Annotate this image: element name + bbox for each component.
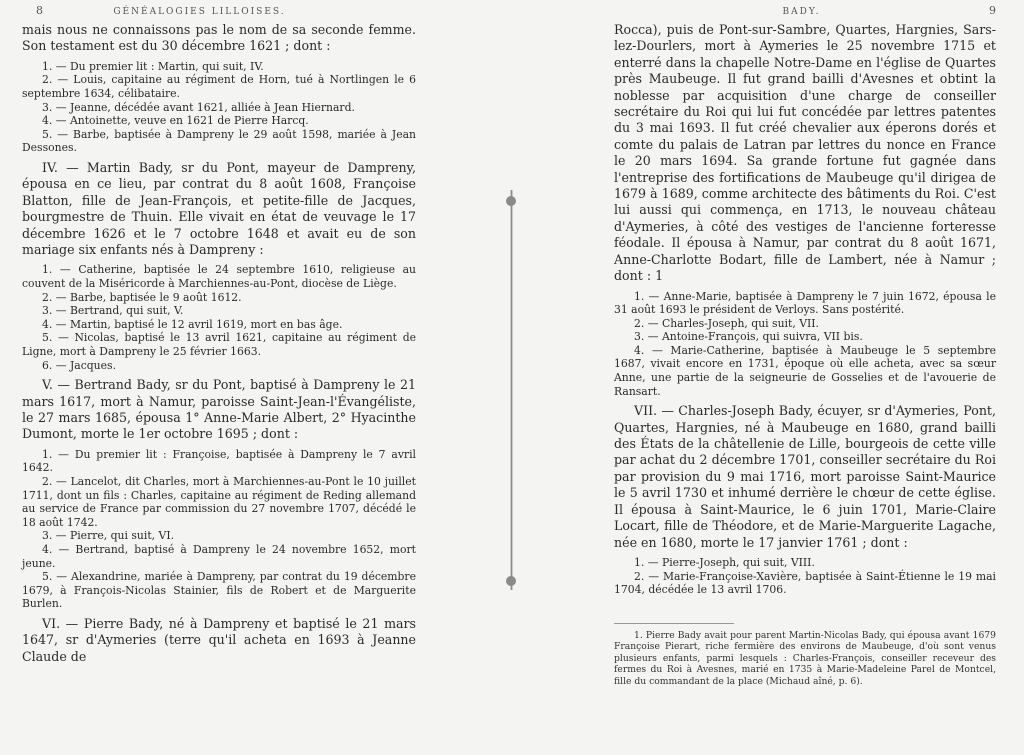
list-item: 4. — Marie-Catherine, baptisée à Maubeuge le 5 septembre 1687, vivait encore en 1731, époque où elle acheta, avec sa sœur Anne, une partie de la seigneurie de Gosselies et de l'avouerie de Ransart. [614,343,996,398]
list-item: 5. — Barbe, baptisée à Dampreny le 29 août 1598, mariée à Jean Dessones. [22,127,416,155]
list-item: 4. — Antoinette, veuve en 1621 de Pierre Harcq. [42,114,309,128]
footnote: 1. Pierre Bady avait pour parent Martin-Nicolas Bady, qui épousa avant 1679 Françoise Pierart, riche fermière des environs de Maubeuge, d'où sont venus plusieurs enfants, parmi lesquels : Charles-François, conseiller receveur des fermes du Roi à Avesnes, marié en 1735 à Marie-Madeleine Parel de Montcel, fille du commandant de la place (Michaud aîné, p. 6). [614,629,996,688]
list-item: 3. — Bertrand, qui suit, V. [42,304,184,318]
right-page-number: 9 [988,4,996,17]
list-item: 2. — Lancelot, dit Charles, mort à Marchiennes-au-Pont le 10 juillet 1711, dont un fils : Charles, capitaine au régiment de Reding allemand au service de France par commission du 27 novembre 1707, décédé le 18 août 1742. [22,474,416,529]
list-item: 5. — Nicolas, baptisé le 13 avril 1621, capitaine au régiment de Ligne, mort à Dampreny le 25 février 1663. [22,331,416,358]
right-running-head: BADY. [782,7,821,17]
list-item: 3. — Antoine-François, qui suivra, VII bis. [634,330,863,344]
list-item: 1. — Anne-Marie, baptisée à Dampreny le 7 juin 1672, épousa le 31 août 1693 le président de Verloys. Sans postérité. [614,289,996,317]
list-item: 2. — Barbe, baptisée le 9 août 1612. [42,290,242,304]
left-header [22,4,416,22]
list-item: 1. — Catherine, baptisée le 24 septembre 1610, religieuse au couvent de la Miséricorde à Marchiennes-au-Pont, diocèse de Liège. [22,263,416,290]
list-item: 2. — Louis, capitaine au régiment de Horn, tué à Nortlingen le 6 septembre 1634, célibataire. [22,73,416,100]
generation-vi: VI. — Pierre Bady, né à Dampreny et baptisé le 21 mars 1647, sr d'Aymeries (terre qu'il acheta en 1693 à Jeanne Claude de [22,615,416,664]
children-list-d [614,290,996,399]
list-item: 1. — Pierre-Joseph, qui suit, VIII. [634,555,815,569]
children-list-c [22,448,416,611]
generation-iv: IV. — Martin Bady, sr du Pont, mayeur de Dampreny, épousa en ce lieu, par contrat du 8 août 1608, Françoise Blatton, fille de Jean-François, et petite-fille de Jacques, bourgmestre de Thuin. Elle vivait en état de veuvage le 17 décembre 1626 et le 7 octobre 1648 et avait eu de son mariage six enfants nés à Dampreny : [22,159,416,257]
left-running-head: GÉNÉALOGIES LILLOISES. [113,7,286,17]
right-page [512,0,1024,755]
children-list-b [22,263,416,372]
list-item: 4. — Bertrand, baptisé à Dampreny le 24 novembre 1652, mort jeune. [22,542,416,570]
children-list-a [22,60,416,155]
left-page-number: 8 [36,4,43,17]
children-list-e [614,556,996,597]
left-intro: mais nous ne connaissons pas le nom de sa seconde femme. Son testament est du 30 décembre 1621 ; dont : [22,22,416,54]
list-item: 2. — Charles-Joseph, qui suit, VII. [634,316,819,330]
list-item: 3. — Pierre, qui suit, VI. [42,529,175,543]
list-item: 1. — Du premier lit : Françoise, baptisée à Dampreny le 7 avril 1642. [22,447,416,475]
list-item: 3. — Jeanne, décédée avant 1621, alliée à Jean Hiernard. [42,100,355,114]
list-item: 2. — Marie-Françoise-Xavière, baptisée à Saint-Étienne le 19 mai 1704, décédée le 13 avril 1706. [614,569,996,597]
right-header [614,4,996,22]
generation-vii: VII. — Charles-Joseph Bady, écuyer, sr d'Aymeries, Pont, Quartes, Hargnies, né à Maubeuge en 1680, grand bailli des États de la châtellenie de Lille, bourgeois de cette ville par achat du 2 décembre 1701, conseiller secrétaire du Roi par provision du 9 mai 1716, mort paroisse Saint-Maurice le 5 avril 1730 et inhumé derrière le chœur de cette église. Il épousa à Saint-Maurice, le 6 juin 1701, Marie-Claire Locart, fille de Théodore, et de Marie-Marguerite Lagache, née en 1680, morte le 17 janvier 1761 ; dont : [614,403,996,550]
generation-v: V. — Bertrand Bady, sr du Pont, baptisé à Dampreny le 21 mars 1617, mort à Namur, paroisse Saint-Jean-l'Évangéliste, le 27 mars 1685, épousa 1° Anne-Marie Albert, 2° Hyacinthe Dumont, morte le 1er octobre 1695 ; dont : [22,377,416,442]
right-continuation: Rocca), puis de Pont-sur-Sambre, Quartes, Hargnies, Sars-lez-Dourlers, mort à Aymeries le 25 novembre 1715 et enterré dans la chapelle Notre-Dame en l'église de Quartes près Maubeuge. Il fut grand bailli d'Avesnes et obtint la noblesse par acquisition d'une charge de conseiller secrétaire du Roi qui lui fut concédée par lettres patentes du 3 mai 1693. Il fut créé chevalier aux éperons dorés et comte du palais de Latran par lettres du nonce en France le 20 mars 1694. Sa grande fortune fut gagnée dans l'entreprise des fortifications de Maubeuge qu'il dirigea de 1679 à 1689, comme architecte des bâtiments du Roi. C'est lui aussi qui commença, en 1713, le nouveau château d'Aymeries, à côté des vestiges de l'ancienne forteresse féodale. Il épousa à Namur, par contrat du 8 août 1671, Anne-Charlotte Bodart, fille de Lambert, née à Namur ; dont : 1 [614,22,996,284]
list-item: 4. — Martin, baptisé le 12 avril 1619, mort en bas âge. [42,317,343,331]
list-item: 1. — Du premier lit : Martin, qui suit, IV. [42,59,264,73]
footnote-rule [614,623,734,624]
list-item: 5. — Alexandrine, mariée à Dampreny, par contrat du 19 décembre 1679, à François-Nicolas Stainier, fils de Robert et de Marguerite Burlen. [22,570,416,611]
list-item: 6. — Jacques. [42,358,117,372]
